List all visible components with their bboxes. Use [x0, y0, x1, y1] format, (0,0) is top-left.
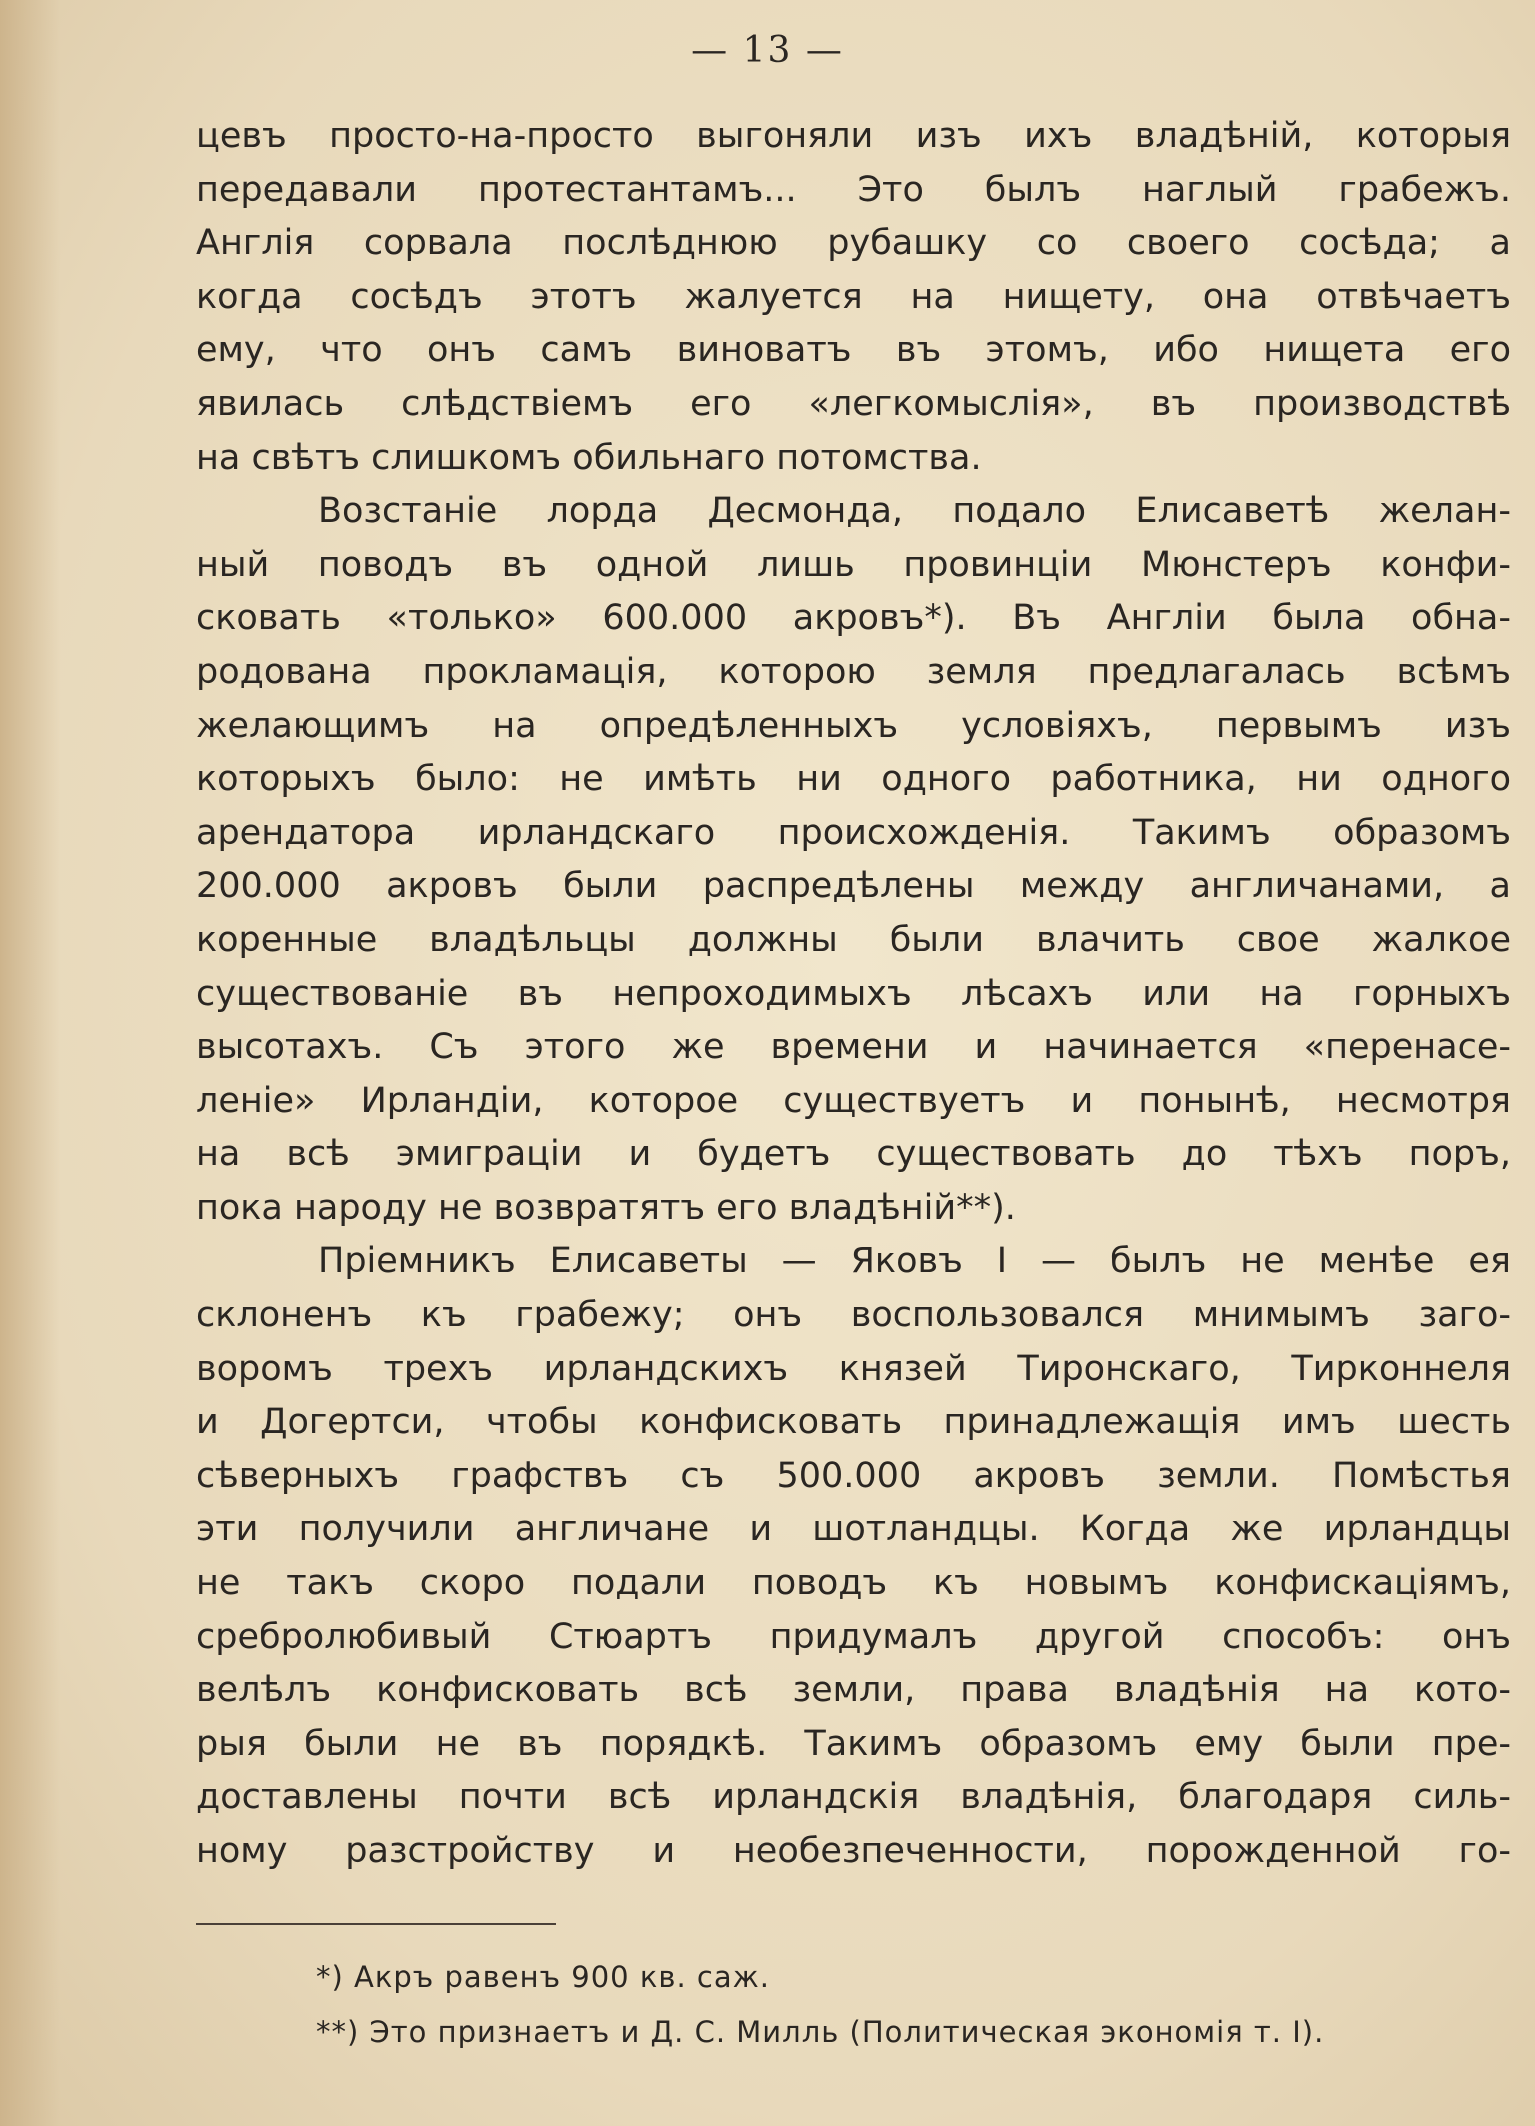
text-line: арендатора ирландскаго происхожденія. Такимъ образомъ: [196, 812, 1511, 853]
text-line: леніе» Ирландіи, которое существуетъ и понынѣ, несмотря: [196, 1080, 1511, 1121]
text-line: желающимъ на опредѣленныхъ условіяхъ, первымъ изъ: [196, 705, 1511, 746]
text-line: существованіе въ непроходимыхъ лѣсахъ или на горныхъ: [196, 973, 1511, 1014]
text-line: передавали протестантамъ... Это былъ наглый грабежъ.: [196, 169, 1511, 210]
footnote: **) Это признаетъ и Д. С. Милль (Политическая экономія т. I).: [316, 2015, 1325, 2049]
text-line: 200.000 акровъ были распредѣлены между англичанами, а: [196, 866, 1511, 907]
text-line: пока народу не возвратятъ его владѣній**).: [196, 1187, 1016, 1228]
text-line: высотахъ. Съ этого же времени и начинается «перенасе-: [196, 1027, 1511, 1068]
text-line: сребролюбивый Стюартъ придумалъ другой способъ: онъ: [196, 1616, 1511, 1657]
text-line: ему, что онъ самъ виноватъ въ этомъ, ибо нищета его: [196, 330, 1511, 371]
text-line: явилась слѣдствіемъ его «легкомыслія», въ производствѣ: [196, 383, 1511, 424]
body-text: [196, 110, 1511, 1879]
footnotes: [316, 1950, 1516, 2060]
text-line: ному разстройству и необезпеченности, порожденной го-: [196, 1831, 1511, 1871]
text-line: рыя были не въ порядкѣ. Такимъ образомъ ему были пре-: [196, 1723, 1511, 1764]
text-line: доставлены почти всѣ ирландскія владѣнія, благодаря силь-: [196, 1777, 1511, 1818]
footnote: *) Акръ равенъ 900 кв. саж.: [316, 1960, 770, 1994]
text-line: велѣлъ конфисковать всѣ земли, права владѣнія на кото-: [196, 1670, 1511, 1711]
text-line: эти получили англичане и шотландцы. Когда же ирландцы: [196, 1509, 1511, 1550]
text-line: Англія сорвала послѣднюю рубашку со своего сосѣда; а: [196, 223, 1511, 264]
text-line: сковать «только» 600.000 акровъ*). Въ Англіи была обна-: [196, 598, 1511, 639]
text-line: Пріемникъ Елисаветы — Яковъ I — былъ не менѣе ея: [318, 1241, 1511, 1282]
footnote-divider: [196, 1923, 556, 1925]
text-line: сѣверныхъ графствъ съ 500.000 акровъ земли. Помѣстья: [196, 1455, 1511, 1496]
text-line: когда сосѣдъ этотъ жалуется на нищету, она отвѣчаетъ: [196, 276, 1511, 317]
page-number: — 13 —: [691, 30, 844, 71]
text-line: коренные владѣльцы должны были влачить свое жалкое: [196, 919, 1511, 960]
text-line: родована прокламація, которою земля предлагалась всѣмъ: [196, 651, 1511, 692]
text-line: ный поводъ въ одной лишь провинціи Мюнстеръ конфи-: [196, 544, 1511, 585]
text-line: не такъ скоро подали поводъ къ новымъ конфискаціямъ,: [196, 1563, 1511, 1604]
text-line: на всѣ эмиграціи и будетъ существовать до тѣхъ поръ,: [196, 1134, 1511, 1175]
text-line: на свѣтъ слишкомъ обильнаго потомства.: [196, 437, 982, 478]
text-line: воромъ трехъ ирландскихъ князей Тиронскаго, Тирконнеля: [196, 1348, 1511, 1389]
page-gutter-shadow: [0, 0, 60, 2126]
text-line: которыхъ было: не имѣть ни одного работника, ни одного: [196, 759, 1511, 800]
text-line: цевъ просто-на-просто выгоняли изъ ихъ владѣній, которыя: [196, 116, 1511, 156]
text-line: Возстаніе лорда Десмонда, подало Елисаветѣ желан-: [318, 491, 1511, 532]
text-line: склоненъ къ грабежу; онъ воспользовался мнимымъ заго-: [196, 1295, 1511, 1336]
text-line: и Догертси, чтобы конфисковать принадлежащія имъ шесть: [196, 1402, 1511, 1443]
